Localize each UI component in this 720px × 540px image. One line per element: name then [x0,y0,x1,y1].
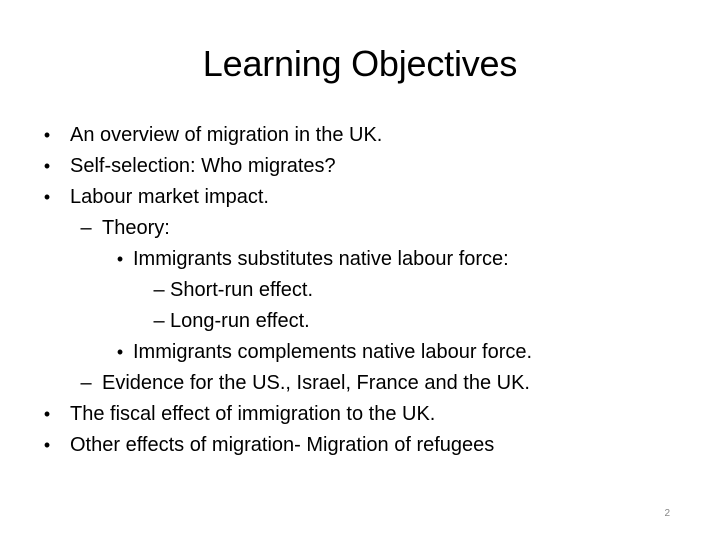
bullet-icon: • [43,187,51,207]
list-item [0,244,720,275]
list-item [0,368,720,399]
bullet-icon: • [43,435,51,455]
list-item [0,120,720,151]
list-item-text: Theory: [102,217,170,239]
list-item [0,430,720,461]
list-item-text: Short-run effect. [170,279,314,301]
list-item [0,337,720,368]
objectives-list [0,120,720,461]
bullet-icon: • [116,342,124,362]
list-item [0,151,720,182]
page-number: 2 [664,508,670,519]
list-item [0,213,720,244]
bullet-icon: • [116,249,124,269]
list-item [0,399,720,430]
list-item-text: Immigrants substitutes native labour force: [133,248,509,270]
list-item-text: Evidence for the US., Israel, France and the UK. [102,372,530,394]
dash-icon: – [80,372,92,394]
list-item-text: Other effects of migration- Migration of refugees [70,434,495,456]
bullet-icon: • [43,404,51,424]
list-item [0,182,720,213]
dash-icon: – [80,217,92,239]
bullet-icon: • [43,125,51,145]
list-item-text: Self-selection: Who migrates? [70,155,336,177]
dash-icon: – [153,310,165,332]
list-item-text: Long-run effect. [170,310,310,332]
list-item-text: An overview of migration in the UK. [70,124,383,146]
list-item [0,275,720,306]
list-item-text: Immigrants complements native labour force. [133,341,533,363]
dash-icon: – [153,279,165,301]
slide-title: Learning Objectives [202,43,518,84]
list-item [0,306,720,337]
list-item-text: Labour market impact. [70,186,269,208]
bullet-icon: • [43,156,51,176]
list-item-text: The fiscal effect of immigration to the UK. [70,403,436,425]
